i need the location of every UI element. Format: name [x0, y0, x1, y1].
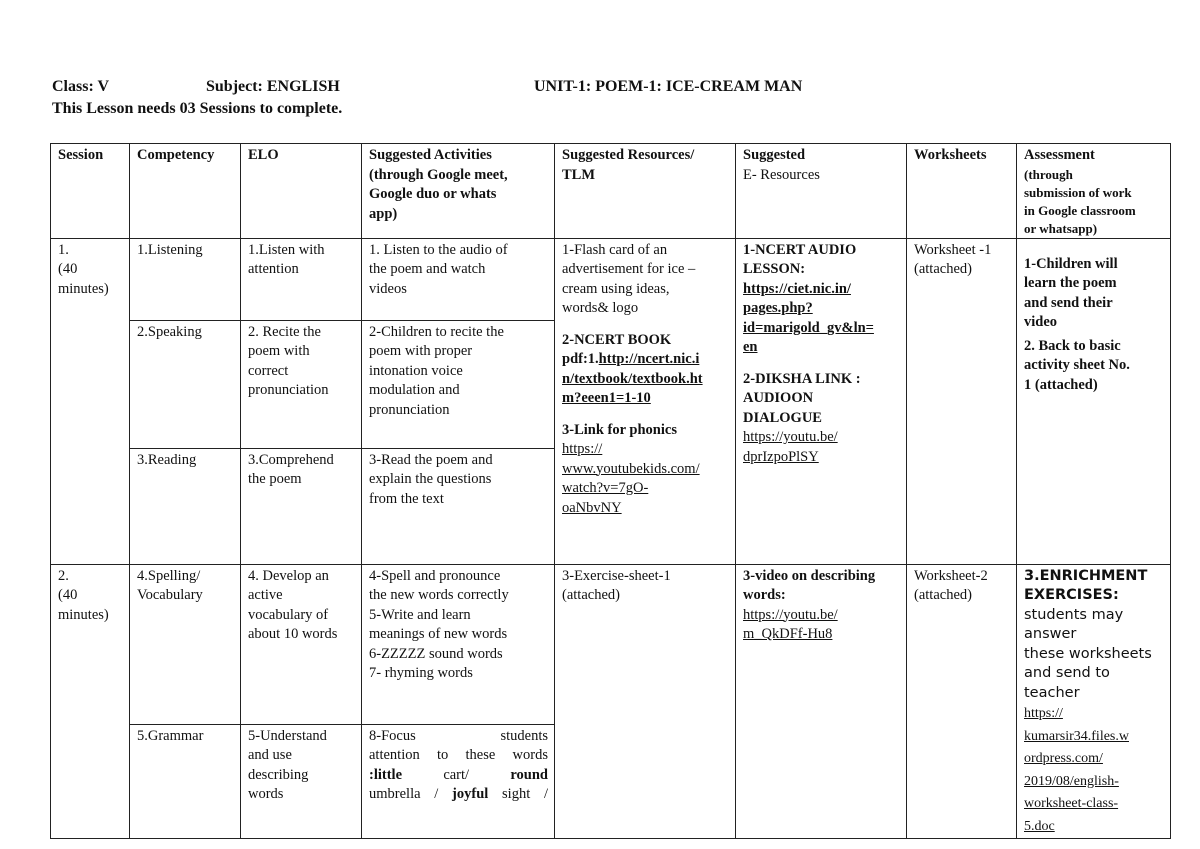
elo-describing-words: 5-Understand and use describing words	[241, 724, 362, 838]
competency-speaking: 2.Speaking	[130, 320, 241, 448]
worksheet-link[interactable]: https://	[1024, 706, 1063, 721]
elo-vocabulary: 4. Develop an active vocabulary of about 10 words	[241, 564, 362, 724]
lesson-plan-table	[50, 143, 1171, 839]
elo-comprehend: 3.Comprehend the poem	[241, 448, 362, 564]
phonics-link[interactable]: https://	[562, 441, 603, 457]
col-eresources-header: Suggested E- Resources	[736, 144, 907, 239]
session-2-resources: 3-Exercise-sheet-1 (attached)	[555, 564, 736, 839]
session-2-eresources: 3-video on describing words: https://youtu.be/ m_QkDFf-Hu8	[736, 564, 907, 839]
col-competency-header: Competency	[130, 144, 241, 239]
col-worksheets-header: Worksheets	[907, 144, 1017, 239]
phonics-title: 3-Link for phonics	[562, 421, 677, 438]
session-1-worksheet: Worksheet -1 (attached)	[907, 238, 1017, 564]
activity-spell: 4-Spell and pronounce the new words correctly 5-Write and learn meanings of new words 6-ZZZZZ sound words 7- rhyming words	[362, 564, 555, 724]
activity-read: 3-Read the poem and explain the questions from the text	[362, 448, 555, 564]
competency-listening: 1.Listening	[130, 238, 241, 320]
competency-grammar: 5.Grammar	[130, 724, 241, 838]
class-label: Class: V	[52, 78, 110, 95]
session-1-resources: 1-Flash card of an advertisement for ice – cream using ideas, words& logo 2-NCERT BOOK pdf:1.http://ncert.nic.i n/textbook/textbook.ht m?eeen1=1-10 3-Link for phonics https:// www.youtubekids.com/ watch?v=7gO- oaNbvNY	[555, 238, 736, 564]
table-row	[51, 238, 1171, 320]
session-2-worksheet: Worksheet-2 (attached)	[907, 564, 1017, 839]
elo-listen: 1.Listen with attention	[241, 238, 362, 320]
competency-spelling: 4.Spelling/ Vocabulary	[130, 564, 241, 724]
unit-title: UNIT-1: POEM-1: ICE-CREAM MAN	[534, 78, 803, 95]
describing-words-video-link[interactable]: https://youtu.be/	[743, 606, 838, 623]
table-header-row	[51, 144, 1171, 239]
col-session-header: Session	[51, 144, 130, 239]
activity-focus-words: 8-Focus students attention to these words :little cart/ round umbrella / joyful sight /	[362, 724, 555, 838]
col-activities-header: Suggested Activities (through Google meet, Google duo or whats app)	[362, 144, 555, 239]
ncert-book-title: 2-NCERT BOOK	[562, 331, 672, 348]
session-2-cell: 2. (40 minutes)	[51, 564, 130, 839]
ncert-audio-link[interactable]: https://ciet.nic.in/	[743, 280, 851, 297]
session-1-eresources: 1-NCERT AUDIO LESSON: https://ciet.nic.in/ pages.php? id=marigold_gv&ln= en 2-DIKSHA LINK : AUDIOON DIALOGUE https://youtu.be/ dprIzpoPlSY	[736, 238, 907, 564]
competency-reading: 3.Reading	[130, 448, 241, 564]
session-1-assessment: 1-Children will learn the poem and send their video 2. Back to basic activity sheet No. 1 (attached)	[1017, 238, 1171, 564]
sessions-note: This Lesson needs 03 Sessions to complete.	[52, 100, 343, 117]
session-2-assessment: 3.ENRICHMENT EXERCISES: students may answer these worksheets and send to teacher https:// kumarsir34.files.w ordpress.com/ 2019/08/english- worksheet-class- 5.doc	[1017, 564, 1171, 839]
activity-recite: 2-Children to recite the poem with proper intonation voice modulation and pronunciation	[362, 320, 555, 448]
col-elo-header: ELO	[241, 144, 362, 239]
col-resources-header: Suggested Resources/ TLM	[555, 144, 736, 239]
diksha-link[interactable]: https://youtu.be/	[743, 429, 838, 445]
ncert-book-link[interactable]: pdf:1.http://ncert.nic.i	[562, 351, 700, 367]
activity-listen: 1. Listen to the audio of the poem and watch videos	[362, 238, 555, 320]
elo-recite: 2. Recite the poem with correct pronunciation	[241, 320, 362, 448]
session-1-cell: 1. (40 minutes)	[51, 238, 130, 564]
col-assessment-header: Assessment (through submission of work in Google classroom or whatsapp)	[1017, 144, 1171, 239]
subject-label: Subject: ENGLISH	[206, 78, 340, 95]
table-row	[51, 564, 1171, 724]
